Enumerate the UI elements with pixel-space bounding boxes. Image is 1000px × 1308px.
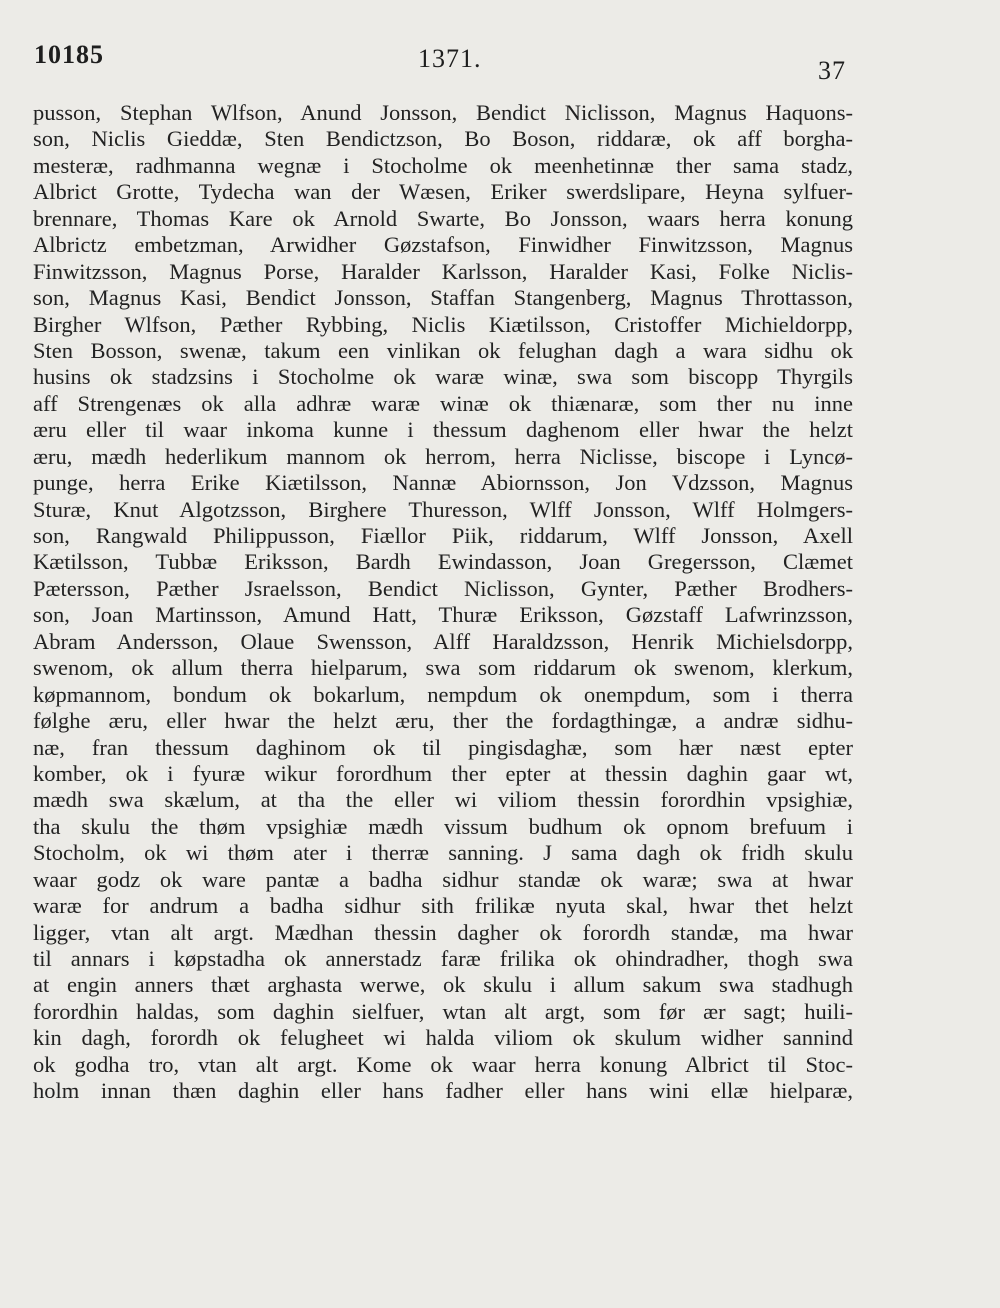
- text-line: følghe æru, eller hwar the helzt æru, ther the fordagthingæ, a andræ sidhu-: [33, 708, 853, 734]
- document-number: 10185: [34, 40, 104, 69]
- text-line: pusson, Stephan Wlfson, Anund Jonsson, Bendict Niclisson, Magnus Haquons-: [33, 100, 853, 125]
- text-line: til annars i køpstadha ok annerstadz faræ frilika ok ohindradher, thogh swa: [33, 946, 853, 971]
- text-line: ok godha tro, vtan alt argt. Kome ok waar herra konung Albrict til Stoc-: [33, 1051, 853, 1077]
- text-line: Sten Bosson, swenæ, takum een vinlikan ok felughan dagh a wara sidhu ok: [33, 337, 853, 363]
- text-line: mesteræ, radhmanna wegnæ i Stocholme ok meenhetinnæ ther sama stadz,: [33, 152, 853, 178]
- text-line: son, Rangwald Philippusson, Fiællor Piik, riddarum, Wlff Jonsson, Axell: [33, 523, 853, 548]
- text-line: waræ for andrum a badha sidhur sith frilikæ nyuta skal, hwar thet helzt: [33, 893, 853, 919]
- text-line: komber, ok i fyuræ wikur forordhum ther epter at thessin daghin gaar wt,: [33, 760, 853, 786]
- page-number: 37: [818, 56, 846, 85]
- text-line: mædh swa skælum, at tha the eller wi viliom thessin forordhin vpsighiæ,: [33, 787, 853, 813]
- text-line: husins ok stadzsins i Stocholme ok waræ winæ, swa som biscopp Thyrgils: [33, 364, 853, 390]
- text-line: Sturæ, Knut Algotzsson, Birghere Thuresson, Wlff Jonsson, Wlff Holmgers-: [33, 496, 853, 522]
- text-line: Abram Andersson, Olaue Swensson, Alff Haraldzsson, Henrik Michielsdorpp,: [33, 628, 853, 654]
- text-line: Albrictz embetzman, Arwidher Gøzstafson, Finwidher Finwitzsson, Magnus: [33, 232, 853, 258]
- text-line: brennare, Thomas Kare ok Arnold Swarte, Bo Jonsson, waars herra konung: [33, 205, 853, 231]
- text-line: waar godz ok ware pantæ a badha sidhur standæ ok waræ; swa at hwar: [33, 866, 853, 892]
- text-line: holm innan thæn daghin eller hans fadher eller hans wini ellæ hielparæ,: [33, 1078, 853, 1104]
- text-line: køpmannom, bondum ok bokarlum, nempdum ok onempdum, som i therra: [33, 681, 853, 707]
- text-line: Stocholm, ok wi thøm ater i therræ sanning. J sama dagh ok fridh skulu: [33, 840, 853, 866]
- text-line: son, Magnus Kasi, Bendict Jonsson, Staffan Stangenberg, Magnus Throttasson,: [33, 285, 853, 311]
- text-line: Albrict Grotte, Tydecha wan der Wæsen, Eriker swerdslipare, Heyna sylfuer-: [33, 179, 853, 205]
- text-line: Birgher Wlfson, Pæther Rybbing, Niclis Kiætilsson, Cristoffer Michieldorpp,: [33, 311, 853, 337]
- text-line: æru eller til waar inkoma kunne i thessum daghenom eller hwar the helzt: [33, 417, 853, 443]
- text-line: næ, fran thessum daghinom ok til pingisdaghæ, som hær næst epter: [33, 734, 853, 760]
- text-line: son, Joan Martinsson, Amund Hatt, Thuræ Eriksson, Gøzstaff Lafwrinzsson,: [33, 602, 853, 628]
- text-line: Kætilsson, Tubbæ Eriksson, Bardh Ewindasson, Joan Gregersson, Clæmet: [33, 549, 853, 575]
- text-line: ligger, vtan alt argt. Mædhan thessin dagher ok forordh standæ, ma hwar: [33, 919, 853, 945]
- text-line: Pætersson, Pæther Jsraelsson, Bendict Niclisson, Gynter, Pæther Brodhers-: [33, 575, 853, 601]
- text-line: punge, herra Erike Kiætilsson, Nannæ Abiornsson, Jon Vdzsson, Magnus: [33, 470, 853, 496]
- text-line: Finwitzsson, Magnus Porse, Haralder Karlsson, Haralder Kasi, Folke Niclis-: [33, 258, 853, 284]
- body-text: [33, 100, 853, 1105]
- text-line: aff Strengenæs ok alla adhræ waræ winæ ok thiænaræ, som ther nu inne: [33, 390, 853, 416]
- text-line: kin dagh, forordh ok felugheet wi halda viliom ok skulum widher sannind: [33, 1025, 853, 1051]
- year-heading: 1371.: [418, 44, 482, 73]
- text-line: æru, mædh hederlikum mannom ok herrom, herra Niclisse, biscope i Lyncø-: [33, 443, 853, 469]
- text-line: son, Niclis Gieddæ, Sten Bendictzson, Bo Boson, riddaræ, ok aff borgha-: [33, 126, 853, 152]
- text-line: at engin anners thæt arghasta werwe, ok skulu i allum sakum swa stadhugh: [33, 972, 853, 998]
- text-line: tha skulu the thøm vpsighiæ mædh vissum budhum ok opnom brefuum i: [33, 813, 853, 839]
- text-line: forordhin haldas, som daghin sielfuer, wtan alt argt, som før ær sagt; huili-: [33, 998, 853, 1024]
- text-line: swenom, ok allum therra hielparum, swa som riddarum ok swenom, klerkum,: [33, 655, 853, 681]
